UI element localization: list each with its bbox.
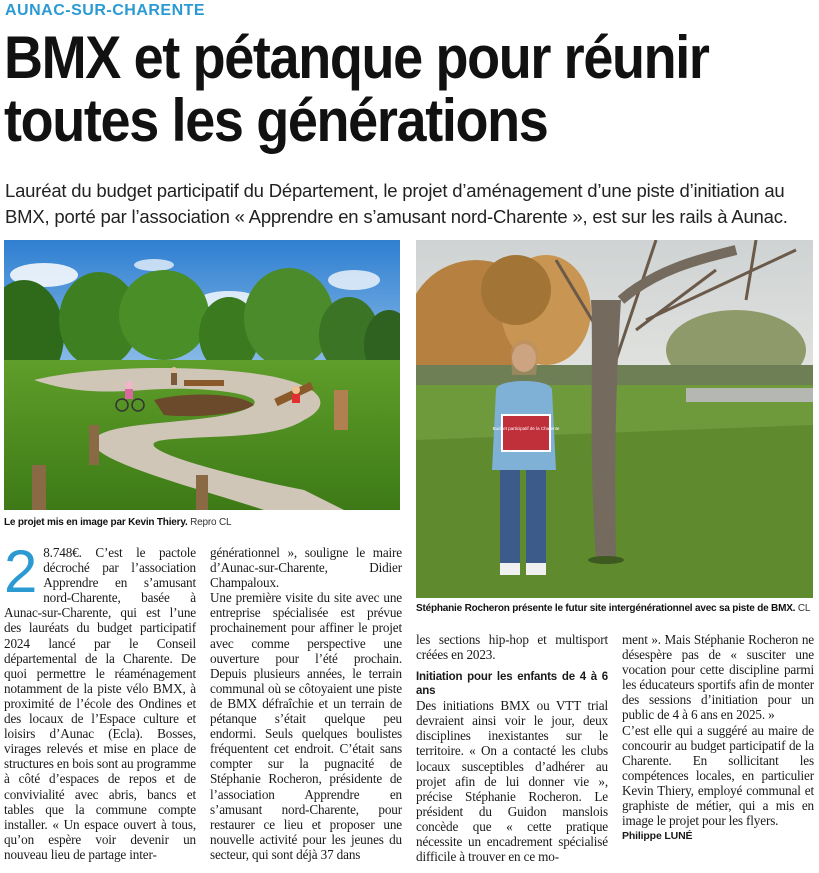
- section-kicker: AUNAC-SUR-CHARENTE: [5, 2, 206, 19]
- article-col2-para1: générationnel », souligne le maire d’Aunac-sur-Charente, Didier Champaloux.: [210, 545, 402, 591]
- standfirst: Lauréat du budget participatif du Département, le projet d’aménagement d’une piste d’initiation au BMX, porté par l’association « Apprendre en s’amusant nord-Charente », est sur les rails à Aunac.: [5, 180, 788, 227]
- article-col2-para2: Une première visite du site avec une entreprise spécialisée est prévue prochainement pour affiner le projet avec comme perspective une ouverture pour l’été prochain. Depuis plusieurs années, le terrain communal où se côtoyaient une piste de BMX défraîchie et un terrain de pétanque s’était quelque peu endormi. Seuls quelques boulistes fréquentent cet endroit. C’était sans compter sur la pugnacité de Stéphanie Rocheron, présidente de l’association Apprendre en s’amusant nord-Charente, pour restaurer ce lieu et proposer une nouvelle activité pour les jeunes du secteur, qui sont déjà 37 dans: [210, 590, 402, 862]
- headline: [4, 26, 735, 152]
- article-col3-para2: Des initiations BMX ou VTT trial devraient ainsi voir le jour, deux disciplines inexistantes sur le territoire. « On a contacté les clubs locaux susceptibles d’adhérer au projet afin de lui donner vie », précise Stéphanie Rocheron. Le président du Guidon manslois concède que « cette pratique nécessite un encadrement spécialisé difficile à trouver en ce mo-: [416, 698, 608, 865]
- article-column-2: [210, 545, 402, 862]
- article-col3-para1: les sections hip-hop et multisport créées en 2023.: [416, 632, 608, 663]
- drop-cap: 2: [4, 538, 38, 605]
- photo1-credit: Repro CL: [190, 517, 232, 528]
- article-column-3: [416, 632, 608, 864]
- bmx-track-illustration: [4, 240, 400, 510]
- photo1-caption-text: Le projet mis en image par Kevin Thiery.: [4, 517, 188, 528]
- stephanie-rocheron-photo: [416, 240, 813, 598]
- photo2-caption-text: Stéphanie Rocheron présente le futur site intergénérationnel avec sa piste de BMX.: [416, 603, 796, 614]
- article-column-1: [4, 538, 197, 862]
- headline-line-2: toutes les générations: [4, 87, 548, 154]
- article-col4-para1: ment ». Mais Stéphanie Rocheron ne désespère pas de « susciter une vocation pour cette discipline parmi les éducateurs sportifs afin de monter des sessions d’initiation pour un public de 4 à 6 ans en 2025. »: [622, 632, 814, 723]
- photo2-credit: CL: [797, 603, 811, 614]
- author-signature: Philippe LUNÉ: [622, 830, 693, 843]
- photo1-caption: [4, 517, 231, 528]
- article-col1-text: 8.748€. C’est le pactole décroché par l’association Apprendre en s’amusant nord-Charente, basée à Aunac-sur-Charente, qui est l’une des lauréats du budget participatif 2024 lancé par le Conseil départemental de la Charente. De quoi permettre le réaménagement notamment de la piste vélo BMX, à proximité de l’école des Ondines et des locaux de l’Espace culture et loisirs d’Aunac (Ecla). Bosses, virages relevés et mise en place de structures en bois sont au programme à côté d’espaces de repos et de convivialité avec abris, bancs et tables que la commune compte installer. « Un espace ouvert à tous, qu’on espère voir devenir un nouveau lieu de partage inter-: [4, 545, 197, 862]
- photo2-caption: [416, 603, 810, 614]
- article-col4-para2: C’est elle qui a suggéré au maire de concourir au budget participatif de la Charente. En sollicitant les compétences locales, en particulier Kevin Thiery, employé communal et graphiste de métier, qui a mis en image le projet pour les flyers.: [622, 722, 814, 829]
- headline-line-1: BMX et pétanque pour réunir: [4, 24, 709, 91]
- budget-sign: [502, 415, 550, 451]
- bmx-track-rendering-photo: [4, 240, 400, 510]
- article-subhead: Initiation pour les enfants de 4 à 6 ans: [416, 671, 608, 698]
- article-column-4: [622, 632, 814, 844]
- park-photo-illustration: [416, 240, 813, 598]
- sign-text: Budget participatif de la Charente: [492, 426, 560, 431]
